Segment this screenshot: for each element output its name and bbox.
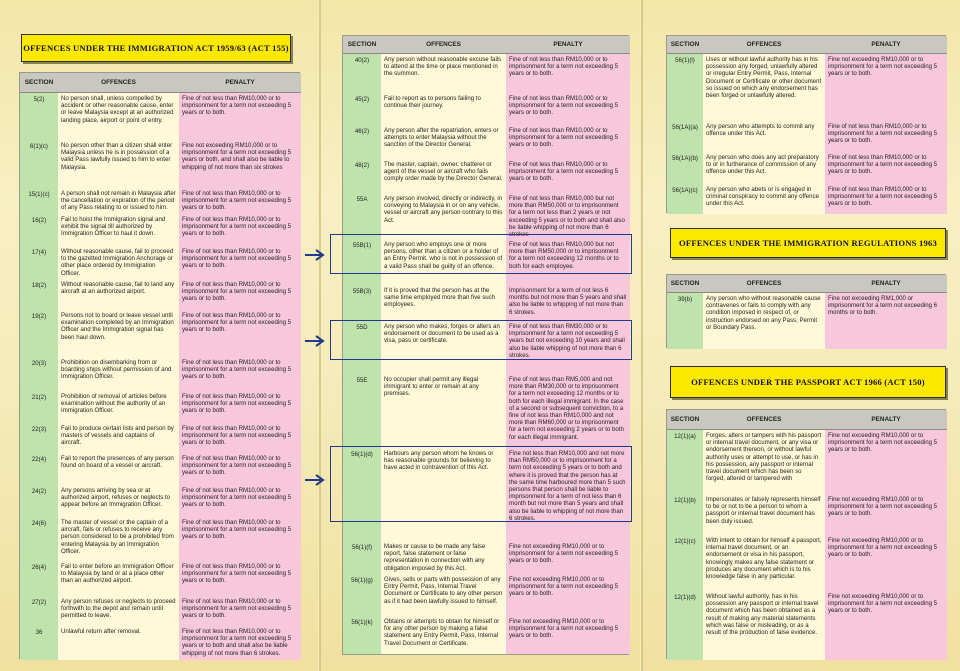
penalty-text: Fine of not less than RM10,000 or to imprisonment for a term not exceeding 5 years or to both.: [179, 357, 301, 391]
offence-text: Fail to report the presences of any person found on board of a vessel or aircraft.: [58, 453, 179, 485]
section-number: 24(6): [20, 517, 58, 561]
penalty-text: Fine of not less than RM10,000 or to imprisonment for a term not exceeding 5 years or to both.: [825, 121, 947, 152]
header-offences: OFFENCES: [381, 36, 506, 54]
header-penalty: PENALTY: [825, 36, 947, 54]
offence-text: Any person after the repatriation, enters or attempts to enter Malaysia without the sanction of the Director General.: [381, 125, 506, 159]
penalty-text: Fine of not less than RM30,000 or to imprisonment for a term not exceeding 5 years but not exceeding 10 years and shall also be liable whipping of not more than 6 strokes.: [506, 321, 630, 374]
section-number: 15(1)(c): [20, 188, 58, 214]
section-number: 12(1)(c): [667, 535, 703, 591]
offence-text: Fail to enter before an Immigration Officer to Malaysia by land or at a place other than an authorized airport.: [58, 561, 179, 596]
header-penalty: PENALTY: [825, 275, 947, 293]
offence-text: Harbours any person whom he knows or has reasonable grounds for believing to have acted in contravention of this Act.: [381, 448, 506, 541]
highlight-box-56-1-d: [330, 446, 632, 522]
section-number: 6(1)(c): [20, 140, 58, 188]
table-passport-act: [666, 409, 946, 659]
penalty-text: Fine of not less than RM10,000 or to imprisonment for a term not exceeding 5 years or to both.: [506, 159, 630, 193]
penalty-text: Fine of not less than RM10,000 but not more than RM50,000 or to imprisonment for a term not less than 2 years or not exceeding 5 years or to both and shall also be liable whipping of not more than 6 strokes: [506, 193, 630, 239]
offence-text: With intent to obtain for himself a passport, internal travel document, or an endorsement or visa in his passport, knowingly makes any false statement or produces any document which is to his knowledge false in any particular.: [703, 535, 825, 591]
section-number: 56(1)(d): [343, 448, 381, 541]
penalty-text: Fine not exceeding RM10,000 or to imprisonment for a term not exceeding 5 years or to both.: [825, 430, 947, 494]
banner-passport-act: OFFENCES UNDER THE PASSPORT ACT 1966 (ACT 150): [670, 366, 946, 398]
header-section: SECTION: [667, 275, 703, 293]
section-number: 24(2): [20, 485, 58, 517]
penalty-text: Fine not exceeding RM10,000 or to imprisonment for a term not exceeding 5 years or to both.: [825, 494, 947, 535]
offence-text: Persons not to board or leave vessel until examination completed by an Immigration Officer and the Immigration signal has been haul down.: [58, 310, 179, 357]
penalty-text: Fine of not less than RM10,000 or to imprisonment for a term not exceeding 5 years or to both.: [506, 125, 630, 159]
section-number: 56(1A)(c): [667, 184, 703, 214]
penalty-text: Fine not exceeding RM10,000 or to imprisonment for a term not exceeding 5 years or to both.: [506, 616, 630, 654]
header-offences: OFFENCES: [703, 275, 825, 293]
header-penalty: PENALTY: [825, 410, 947, 430]
penalty-text: Fine of not less than RM10,000 or to imprisonment for a term not exceeding 5 years or to both.: [179, 214, 301, 246]
header-section: SECTION: [20, 73, 58, 93]
table-immigration-act-continued-2: [666, 35, 946, 213]
offence-text: Uses or without lawful authority has in his possession any forged, unlawfully altered or irregular Entry Permit, Pass, Internal Document or Certificate or other document so issued on which any endorsement has been forged or unlawfully altered.: [703, 54, 825, 121]
section-number: 19(2): [20, 310, 58, 357]
section-number: 56(1A)(a): [667, 121, 703, 152]
section-number: 20(3): [20, 357, 58, 391]
section-number: 27(2): [20, 596, 58, 626]
offence-text: Unlawful return after removal.: [58, 626, 179, 660]
section-number: 21(2): [20, 391, 58, 423]
penalty-text: Fine not exceeding RM10,000 or to imprisonment for a term not exceeding 5 years or to both.: [825, 54, 947, 121]
offence-text: Gives, sells or parts with possession of any Entry Permit, Pass, Internal Travel Document or Certificate to any other person as if it had been lawfully issued to himself.: [381, 574, 506, 616]
penalty-text: Fine of not less than RM10,000 or to imprisonment for a term not exceeding 5 years or to both.: [179, 310, 301, 357]
offence-text: Any person who makes, forges or alters an endorsement or document to be used as a visa, pass or certificate.: [381, 321, 506, 374]
header-offences: OFFENCES: [58, 73, 179, 93]
penalty-text: Fine of not less than RM10,000 or to imprisonment for a term not exceeding 5 years or to both.: [179, 188, 301, 214]
offence-text: Any person who abets or is engaged in criminal conspiracy to commit any offence under this Act.: [703, 184, 825, 214]
offence-text: Prohibition on disembarking from or boarding ships without permission of and Immigration Officer.: [58, 357, 179, 391]
section-number: 40(2): [343, 54, 381, 93]
header-offences: OFFENCES: [703, 36, 825, 54]
banner-immigration-act: OFFENCES UNDER THE IMMIGRATION ACT 1959/63 (ACT 155): [21, 34, 291, 62]
section-number: 56(1)(l): [667, 54, 703, 121]
offence-text: A person shall not remain in Malaysia after the cancellation or expiration of the period of any Pass relating to or issued to him.: [58, 188, 179, 214]
section-number: 56(1A)(b): [667, 152, 703, 184]
offence-text: Any person who attempts to commit any offence under this Act.: [703, 121, 825, 152]
penalty-text: Fine not exceeding RM10,000 or to imprisonment for a term not exceeding 5 years or to both.: [506, 574, 630, 616]
penalty-text: Fine of not less than RM10,000 or to imprisonment for a term not exceeding 5 years or to both.: [506, 54, 630, 93]
table-immigration-act: [19, 72, 300, 659]
penalty-text: Fine of not less than RM10,000 or to imprisonment for a term not exceeding 5 years or to both.: [179, 561, 301, 596]
offence-text: No person shall, unless compelled by accident or other reasonable cause, enter or leave Malaysia except at an authorized landing place, airport or point of entry.: [58, 93, 179, 140]
header-penalty: PENALTY: [506, 36, 630, 54]
section-number: 16(2): [20, 214, 58, 246]
penalty-text: Fine of not less than RM10,000 or to imprisonment for a term not exceeding 5 years or to both.: [179, 391, 301, 423]
offence-text: If it is proved that the person has at the same time employed more than five such employees.: [381, 285, 506, 321]
offence-text: Makes or cause to be made any false report, false statement or false representation in connection with any obligation imposed by this Act.: [381, 541, 506, 574]
penalty-text: Fine of not less than RM10,000 or to imprisonment for a term not exceeding 5 years or to both.: [179, 596, 301, 626]
section-number: 55B(1): [343, 239, 381, 285]
section-number: 56(1)(f): [343, 541, 381, 574]
offence-text: The master of vessel or the captain of a aircraft, fails or refuses to receive any person considered to be a prohibited from entering Malaysia by an Immigration Officer.: [58, 517, 179, 561]
penalty-text: Fine of not less than RM10,000 or to imprisonment for a term not exceeding 5 years or to both.: [179, 279, 301, 310]
arrow-icon: [304, 248, 326, 262]
fold-line-2: [641, 0, 643, 671]
penalty-text: Fine of not less than RM10,000 or to imprisonment for a term not exceeding 5 years or to both and shall also be liable whipping of not more than 6 strokes.: [179, 626, 301, 660]
offence-text: The master, captain, owner, chatterer or agent of the vessel or aircraft who fails comply order made by the Director General.: [381, 159, 506, 193]
section-number: 36: [20, 626, 58, 660]
section-number: 55A: [343, 193, 381, 239]
penalty-text: Fine of not less than RM10,000 or to imprisonment for a term not exceeding 5 years or to both.: [179, 423, 301, 453]
header-section: SECTION: [343, 36, 381, 54]
section-number: 22(4): [20, 453, 58, 485]
offence-text: Any person who does any act preparatory to or in furtherance of commission of any offence under this Act.: [703, 152, 825, 184]
offence-text: Impersonates or falsely represents himself to be or not to be a person to whom a passport or internal travel document has been duly issued.: [703, 494, 825, 535]
penalty-text: Fine not exceeding RM1,000 or imprisonment for a term not exceeding 6 months or to both.: [825, 293, 947, 349]
section-number: 55B(3): [343, 285, 381, 321]
banner-immigration-regulations: OFFENCES UNDER THE IMMIGRATION REGULATIONS 1963: [670, 228, 946, 258]
offence-text: Fail to hoist the Immigration signal and exhibit the signal till authorized by Immigration Officer to haul it down.: [58, 214, 179, 246]
penalty-text: Fine not exceeding RM10,000 or to imprisonment for a term not exceeding 5 years or to both.: [825, 591, 947, 660]
penalty-text: Fine of not less than RM10,000 but not more than RM50,000 or to imprisonment for a term not exceeding 12 months or to both for each employee.: [506, 239, 630, 285]
section-number: 5(2): [20, 93, 58, 140]
penalty-text: Fine of not less than RM10,000 or to imprisonment for a term not exceeding 5 years or to both.: [825, 152, 947, 184]
offence-text: Without reasonable cause, fail to land any aircraft at an authorized airport.: [58, 279, 179, 310]
penalty-text: Fine of not less than RM10,000 or to imprisonment for a term not exceeding 5 years or to both.: [825, 184, 947, 214]
section-number: 39(b): [667, 293, 703, 349]
section-number: 46(2): [343, 125, 381, 159]
offence-text: Forges, alters or tampers with his passport or internal travel document, or any visa or endorsement thereon, or without lawful authority uses or attempt to use, or has in his possession, any passport or internal travel document which has been so forged, altered or tampered with: [703, 430, 825, 494]
header-section: SECTION: [667, 410, 703, 430]
penalty-text: Fine not exceeding RM10,000 or to imprisonment for a term not exceeding 5 years or both, and shall also be liable to whipping of not more than six strokes: [179, 140, 301, 188]
offence-text: Obtains or attempts to obtain for himself or for any other person by making a false statement any Entry Permit, Pass, Internal Travel Document or Certificate.: [381, 616, 506, 654]
section-number: 55D: [343, 321, 381, 374]
header-section: SECTION: [667, 36, 703, 54]
arrow-icon: [304, 334, 326, 348]
section-number: 56(1)(g): [343, 574, 381, 616]
offence-text: No person other than a citizen shall enter Malaysia unless he is in possession of a valid Pass lawfully issued to him to enter Malaysia.: [58, 140, 179, 188]
section-number: 56(1)(k): [343, 616, 381, 654]
header-offences: OFFENCES: [703, 410, 825, 430]
header-penalty: PENALTY: [179, 73, 301, 93]
penalty-text: Fine not less than RM10,000 and not more than RM50,000 or to imprisonment for a term not exceeding 5 years or to both and where it is proved that the person has at the same time harboured more than 5 such persons that person shall be liable to imprisonment for a term of not less than 6 month but not more than 5 years and shall also be liable to whipping of not more than 6 strokes.: [506, 448, 630, 541]
offence-text: Any persons arriving by sea or at authorized airport, refuses or neglects to appear before an Immigration Officer.: [58, 485, 179, 517]
section-number: 12(1)(d): [667, 591, 703, 660]
offence-text: Prohibition of removal of articles before examination without the authority of an Immigration Officer.: [58, 391, 179, 423]
penalty-text: Fine of not less than RM10,000 or to imprisonment for a term not exceeding 5 years or to both.: [179, 246, 301, 279]
arrow-icon: [304, 473, 326, 487]
table-immigration-regulations: [666, 274, 946, 348]
offence-text: Fail to produce certain lists and person by masters of vessels and captains of aircraft.: [58, 423, 179, 453]
section-number: 12(1)(a): [667, 430, 703, 494]
offence-text: Without reasonable cause, fail to proceed to the gazetted Immigration Anchorage or other place ordered by Immigration Officer.: [58, 246, 179, 279]
highlight-box-55b1: [330, 234, 632, 274]
offence-text: Fail to report as to persons failing to continue their journey.: [381, 93, 506, 125]
section-number: 17(4): [20, 246, 58, 279]
penalty-text: Fine not exceeding RM10,000 or to imprisonment for a term not exceeding 5 years or to both.: [825, 535, 947, 591]
section-number: 22(3): [20, 423, 58, 453]
section-number: 12(1)(b): [667, 494, 703, 535]
offence-text: Any person refuses or neglects to proceed forthwith to the depot and remain until permitted to leave.: [58, 596, 179, 626]
penalty-text: Fine of not less than RM10,000 or to imprisonment for a term not exceeding 5 years or to both.: [179, 485, 301, 517]
offence-text: Any person without reasonable excuse fails to attend at the time or place mentioned in the summon.: [381, 54, 506, 93]
offence-text: Without lawful authority, has in his possession any passport or internal travel document which has been obtained as a result of making any material statements which was false or misleading, or as a result of the production of false evidence.: [703, 591, 825, 660]
section-number: 18(2): [20, 279, 58, 310]
penalty-text: Fine of not less than RM10,000 or to imprisonment for a term not exceeding 5 years or to both.: [179, 93, 301, 140]
section-number: 55E: [343, 374, 381, 448]
section-number: 45(2): [343, 93, 381, 125]
penalty-text: Fine of not less than RM10,000 or to imprisonment for a term not exceeding 5 years or to both.: [179, 517, 301, 561]
penalty-text: Fine of not less than RM5,000 and not more than RM30,000 or to imprisonment for a term not exceeding 12 months or to both for each illegal immigrant. In the case of a second or subsequent conviction, to a fine of not less than RM10,000 and not more than RM60,000 or to imprisonment for a term not exceeding 2 years or to both for each illegal immigrant.: [506, 374, 630, 448]
offence-text: Any person who without reasonable cause contravenes or fails to comply with any condition imposed in respect of, or instruction endorsed on any Pass, Permit or Boundary Pass.: [703, 293, 825, 349]
penalty-text: Imprisonment for a term of not less 6 months but not more than 5 years and shall also be liable to whipping of not more than 6 strokes.: [506, 285, 630, 321]
offence-text: Any person involved, directly or indirectly, in conveying to Malaysia in or on any vehicle, vessel or aircraft any person contrary to this Act.: [381, 193, 506, 239]
penalty-text: Fine not exceeding RM10,000 or to imprisonment for a term not exceeding 5 years or to both.: [506, 541, 630, 574]
section-number: 26(4): [20, 561, 58, 596]
offence-text: No occupier shall permit any illegal immigrant to enter or remain at any premises.: [381, 374, 506, 448]
offence-text: Any person who employs one or more persons, other than a citizen or a holder of an Entry Permit, who is not in possession of a valid Pass shall be guilty of an offence.: [381, 239, 506, 285]
penalty-text: Fine of not less than RM10,000 or to imprisonment for a term not exceeding 5 years or to both.: [506, 93, 630, 125]
penalty-text: Fine of not less than RM10,000 or to imprisonment for a term not exceeding 5 years or to both.: [179, 453, 301, 485]
highlight-box-55d: [330, 320, 632, 360]
section-number: 48(2): [343, 159, 381, 193]
